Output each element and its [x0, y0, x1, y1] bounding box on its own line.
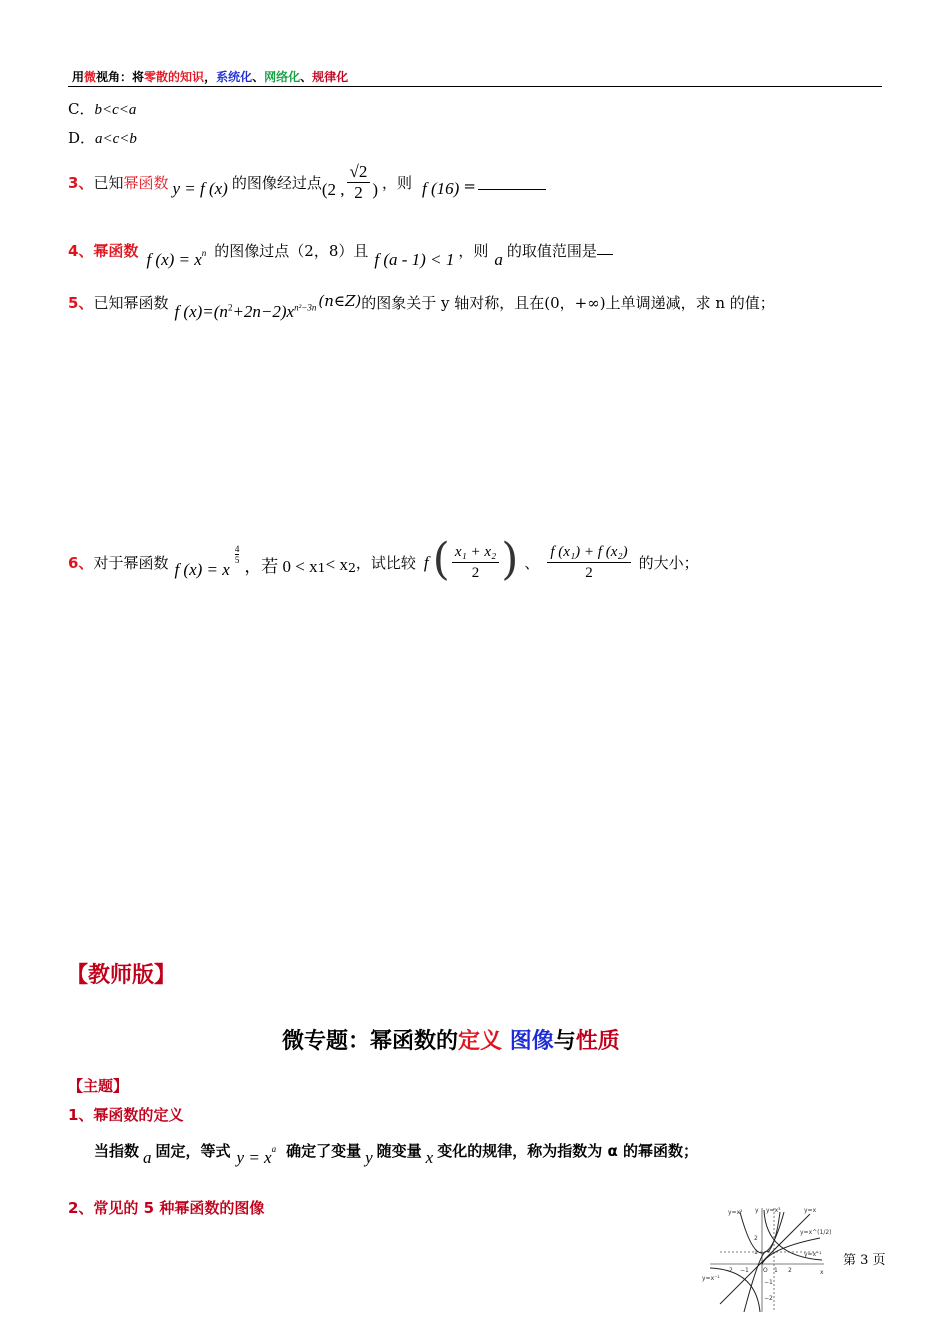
q5-condition: (n∈Z): [318, 292, 362, 310]
q5-function: [174, 302, 316, 322]
question-5: [68, 292, 775, 322]
q5-tail: 的图象关于 y 轴对称，且在(0，+∞)上单调递减，求 n 的值；: [361, 294, 775, 312]
q6-tail2: 的大小；: [638, 554, 699, 572]
option-d-text: a<c<b: [95, 131, 137, 147]
q6-cond: ，若 0 < x: [244, 557, 318, 576]
q3-answer-blank: [478, 175, 546, 190]
title-part-2: 定义: [458, 1029, 503, 1054]
page-number: 第 3 页: [843, 1253, 886, 1268]
power-functions-graph: [700, 1204, 832, 1316]
option-c-label: C．: [68, 100, 95, 118]
q4-then: ，则: [458, 242, 489, 260]
q3-keyword: 幂函数: [123, 174, 169, 192]
q5-exponent: n²−3n: [294, 302, 317, 313]
topic-tag: 【主题】: [68, 1077, 129, 1095]
q3-pre: 已知: [93, 174, 124, 192]
question-6: [68, 534, 699, 585]
q3-number: 3、: [68, 174, 94, 192]
q3-ask: f (16): [422, 178, 460, 198]
s1-t4: 随变量: [376, 1142, 422, 1160]
question-4: [68, 240, 613, 270]
q6-frac2-num: f (x₁) + f (x₂): [547, 542, 630, 563]
graph-axis-x-label: x: [820, 1269, 824, 1276]
q6-exponent-fraction: [232, 544, 243, 565]
q3-mid: 的图像经过点: [231, 174, 322, 192]
q6-sub1: 1: [317, 560, 326, 575]
graph-label-x: y=x: [804, 1207, 817, 1214]
graph-tick-neg1: −1: [740, 1267, 749, 1274]
graph-tick-1: 1: [774, 1267, 778, 1274]
q3-denominator: 2: [354, 183, 363, 202]
q6-number: 6、: [68, 554, 94, 572]
q6-fraction-1: [452, 542, 499, 583]
s1-equation: y = x: [236, 1148, 272, 1167]
q4-answer-blank: [597, 240, 613, 255]
header-text-9: 、: [300, 70, 313, 84]
header-text-3: 视角：将: [96, 70, 145, 84]
graph-label-sqrt: y=x^(1/2): [800, 1229, 832, 1236]
q6-separator: 、: [524, 554, 540, 572]
q6-frac1-num: x₁ + x₂: [452, 542, 499, 563]
header-text-8: 网络化: [264, 70, 301, 84]
q4-number: 4、幂函数: [68, 242, 139, 260]
s1-t3: 确定了变量: [286, 1142, 362, 1160]
header-text-1: 用: [72, 70, 85, 84]
section-1-heading: 1、幂函数的定义: [68, 1106, 184, 1124]
graph-label-x3: y=x³: [766, 1207, 781, 1214]
header-text-6: 系统化: [216, 70, 253, 84]
page-title: [282, 1024, 620, 1055]
option-c-text: b<c<a: [94, 102, 137, 118]
title-part-1: 微专题：幂函数的: [282, 1029, 459, 1054]
q3-sqrt-numerator: √2: [347, 162, 371, 183]
q3-point-close: ): [372, 179, 379, 199]
graph-tick-y2: 2: [754, 1235, 758, 1242]
graph-tick-yneg2: −2: [764, 1295, 773, 1302]
header-text-10: 规律化: [312, 70, 349, 84]
option-d: [68, 127, 137, 148]
s1-t2: 固定，等式: [155, 1142, 231, 1160]
teacher-edition-tag: 【教师版】: [66, 963, 177, 988]
q4-inequality: f (a - 1) < 1: [374, 250, 455, 269]
q3-point-open: (2 ,: [321, 179, 345, 199]
q3-point-fraction: [347, 162, 371, 203]
q6-frac2-den: 2: [585, 565, 593, 581]
q6-exp-num: 4: [234, 544, 240, 554]
q4-mid: 的图像过点（2，8）且: [214, 242, 369, 260]
q5-function-part2: +2n−2)x: [232, 302, 295, 321]
graph-label-inv2: y=x⁻¹: [702, 1275, 720, 1282]
q6-f: f: [423, 552, 429, 572]
s1-t5: 变化的规律，称为指数为 α 的幂函数；: [437, 1142, 698, 1160]
graph-tick-2: 2: [788, 1267, 792, 1274]
s1-var-x: x: [425, 1148, 434, 1167]
header-text-2: 微: [84, 70, 97, 84]
s1-var-a: a: [143, 1148, 152, 1167]
q5-function-part1: f (x)=(n: [174, 302, 228, 321]
section-2-heading: 2、常见的 5 种幂函数的图像: [68, 1199, 265, 1217]
graph-tick-yneg1: −1: [764, 1279, 773, 1286]
question-3: [68, 162, 546, 203]
graph-axis-y-label: y: [755, 1207, 759, 1214]
q6-paren-right: ): [501, 534, 519, 585]
s1-var-y: y: [365, 1148, 373, 1167]
option-d-label: D．: [68, 129, 96, 147]
graph-tick-neg2: −2: [724, 1267, 733, 1274]
q6-fraction-2: [547, 542, 630, 583]
header-text-4: 零散的知识: [144, 70, 205, 84]
s1-t1: 当指数: [94, 1142, 140, 1160]
graph-label-inv1: y=x⁻¹: [804, 1251, 822, 1258]
q6-tail1: ，试比较: [355, 554, 416, 572]
title-part-4: 与: [553, 1029, 576, 1054]
q3-function: y = f (x): [172, 178, 228, 198]
q5-number: 5、: [68, 294, 94, 312]
graph-tick-origin: O: [763, 1267, 768, 1274]
q6-exp-den: 5: [234, 555, 240, 565]
graph-label-x2: y=x²: [728, 1209, 743, 1216]
q6-sub2: 2: [347, 560, 356, 575]
q6-cond2: < x: [325, 554, 348, 574]
q5-pre: 已知幂函数: [93, 294, 169, 312]
title-part-5: 性质: [575, 1029, 620, 1054]
q4-tail: 的取值范围是: [506, 242, 597, 260]
q6-paren-left: (: [432, 534, 450, 585]
header-text-7: 、: [252, 70, 265, 84]
section-1-body: [94, 1140, 698, 1168]
s1-exponent: a: [271, 1144, 277, 1154]
page-header: [72, 68, 348, 85]
q5-square: 2: [227, 302, 233, 313]
title-part-3: 图像: [502, 1029, 554, 1054]
q6-frac1-den: 2: [471, 565, 480, 581]
q4-exponent: n: [201, 248, 207, 258]
option-c: [68, 98, 136, 119]
q6-pre: 对于幂函数: [93, 554, 169, 572]
q6-function: f (x) = x: [174, 559, 230, 579]
q3-then: ，则: [382, 174, 413, 192]
q4-function: f (x) = x: [146, 250, 202, 269]
q4-variable: a: [494, 250, 503, 269]
header-rule: [68, 86, 882, 87]
graph-tick-y1: 1: [754, 1249, 758, 1256]
q3-equals: =: [463, 176, 476, 195]
header-text-5: ，: [204, 70, 217, 84]
